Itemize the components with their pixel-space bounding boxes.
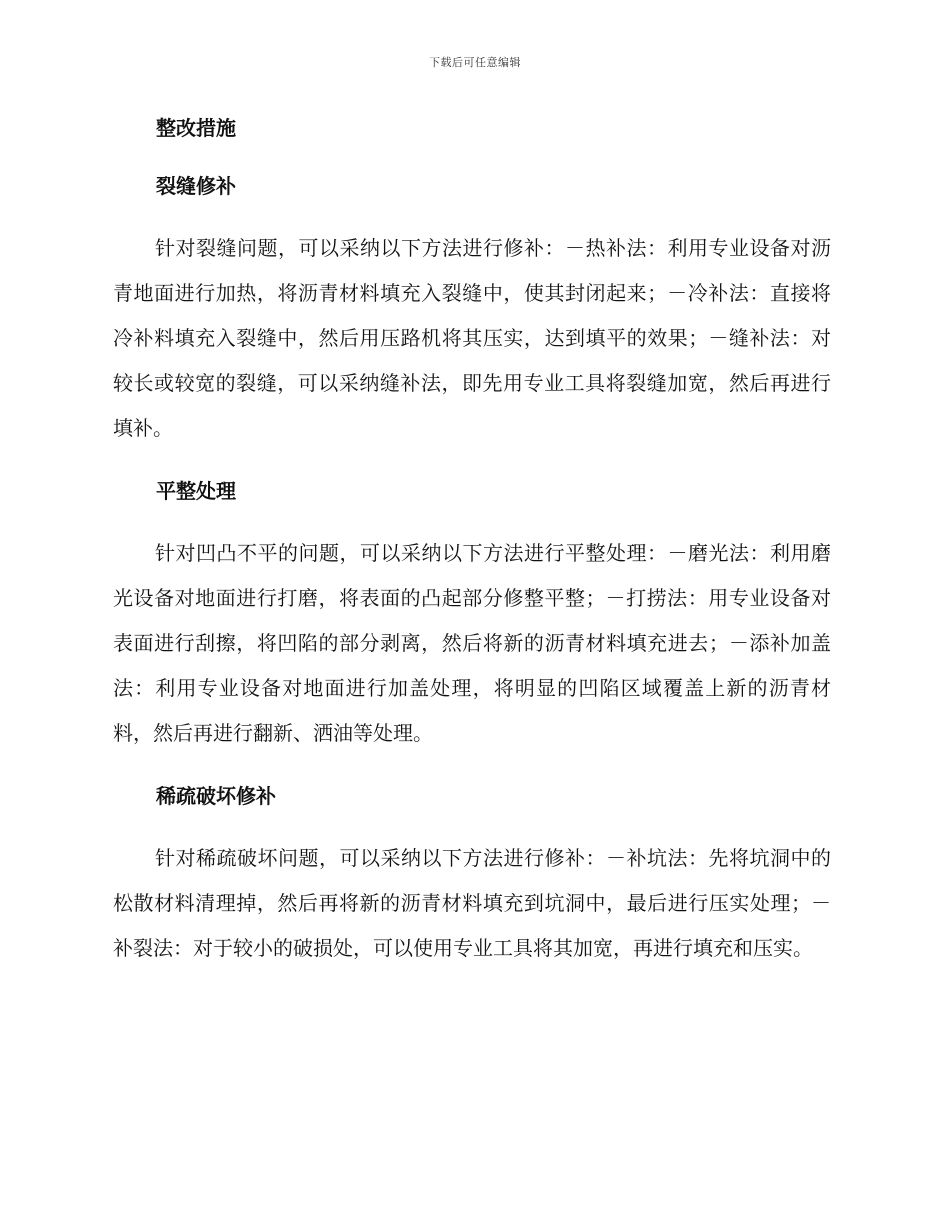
page-header-note: 下载后可任意编辑: [429, 56, 521, 69]
document-title: 整改措施: [156, 116, 236, 140]
section-heading: 裂缝修补: [156, 174, 236, 198]
section-paragraph: 针对凹凸不平的问题，可以采纳以下方法进行平整处理：－磨光法：利用磨光设备对地面进行打磨，将表面的凸起部分修整平整；－打捞法：用专业设备对表面进行刮擦，将凹陷的部分剥离，然后将新的沥青材料填充进去；－添补加盖法：利用专业设备对地面进行加盖处理，将明显的凹陷区域覆盖上新的沥青材料，然后再进行翻新、洒油等处理。: [113, 541, 831, 745]
section-heading: 稀疏破坏修补: [156, 784, 276, 808]
section-heading: 平整处理: [156, 479, 236, 503]
section-raveling-repair: [113, 780, 831, 971]
section-paragraph: 针对稀疏破坏问题，可以采纳以下方法进行修补：－补坑法：先将坑洞中的松散材料清理掉，然后再将新的沥青材料填充到坑洞中，最后进行压实处理；－补裂法：对于较小的破损处，可以使用专业工具将其加宽，再进行填充和压实。: [113, 846, 831, 960]
document-body: [113, 112, 831, 995]
section-paragraph: 针对裂缝问题，可以采纳以下方法进行修补：－热补法：利用专业设备对沥青地面进行加热，将沥青材料填充入裂缝中，使其封闭起来；－冷补法：直接将冷补料填充入裂缝中，然后用压路机将其压实，达到填平的效果；－缝补法：对较长或较宽的裂缝，可以采纳缝补法，即先用专业工具将裂缝加宽，然后再进行填补。: [113, 236, 831, 440]
section-crack-repair: [113, 170, 831, 451]
section-leveling: [113, 475, 831, 756]
